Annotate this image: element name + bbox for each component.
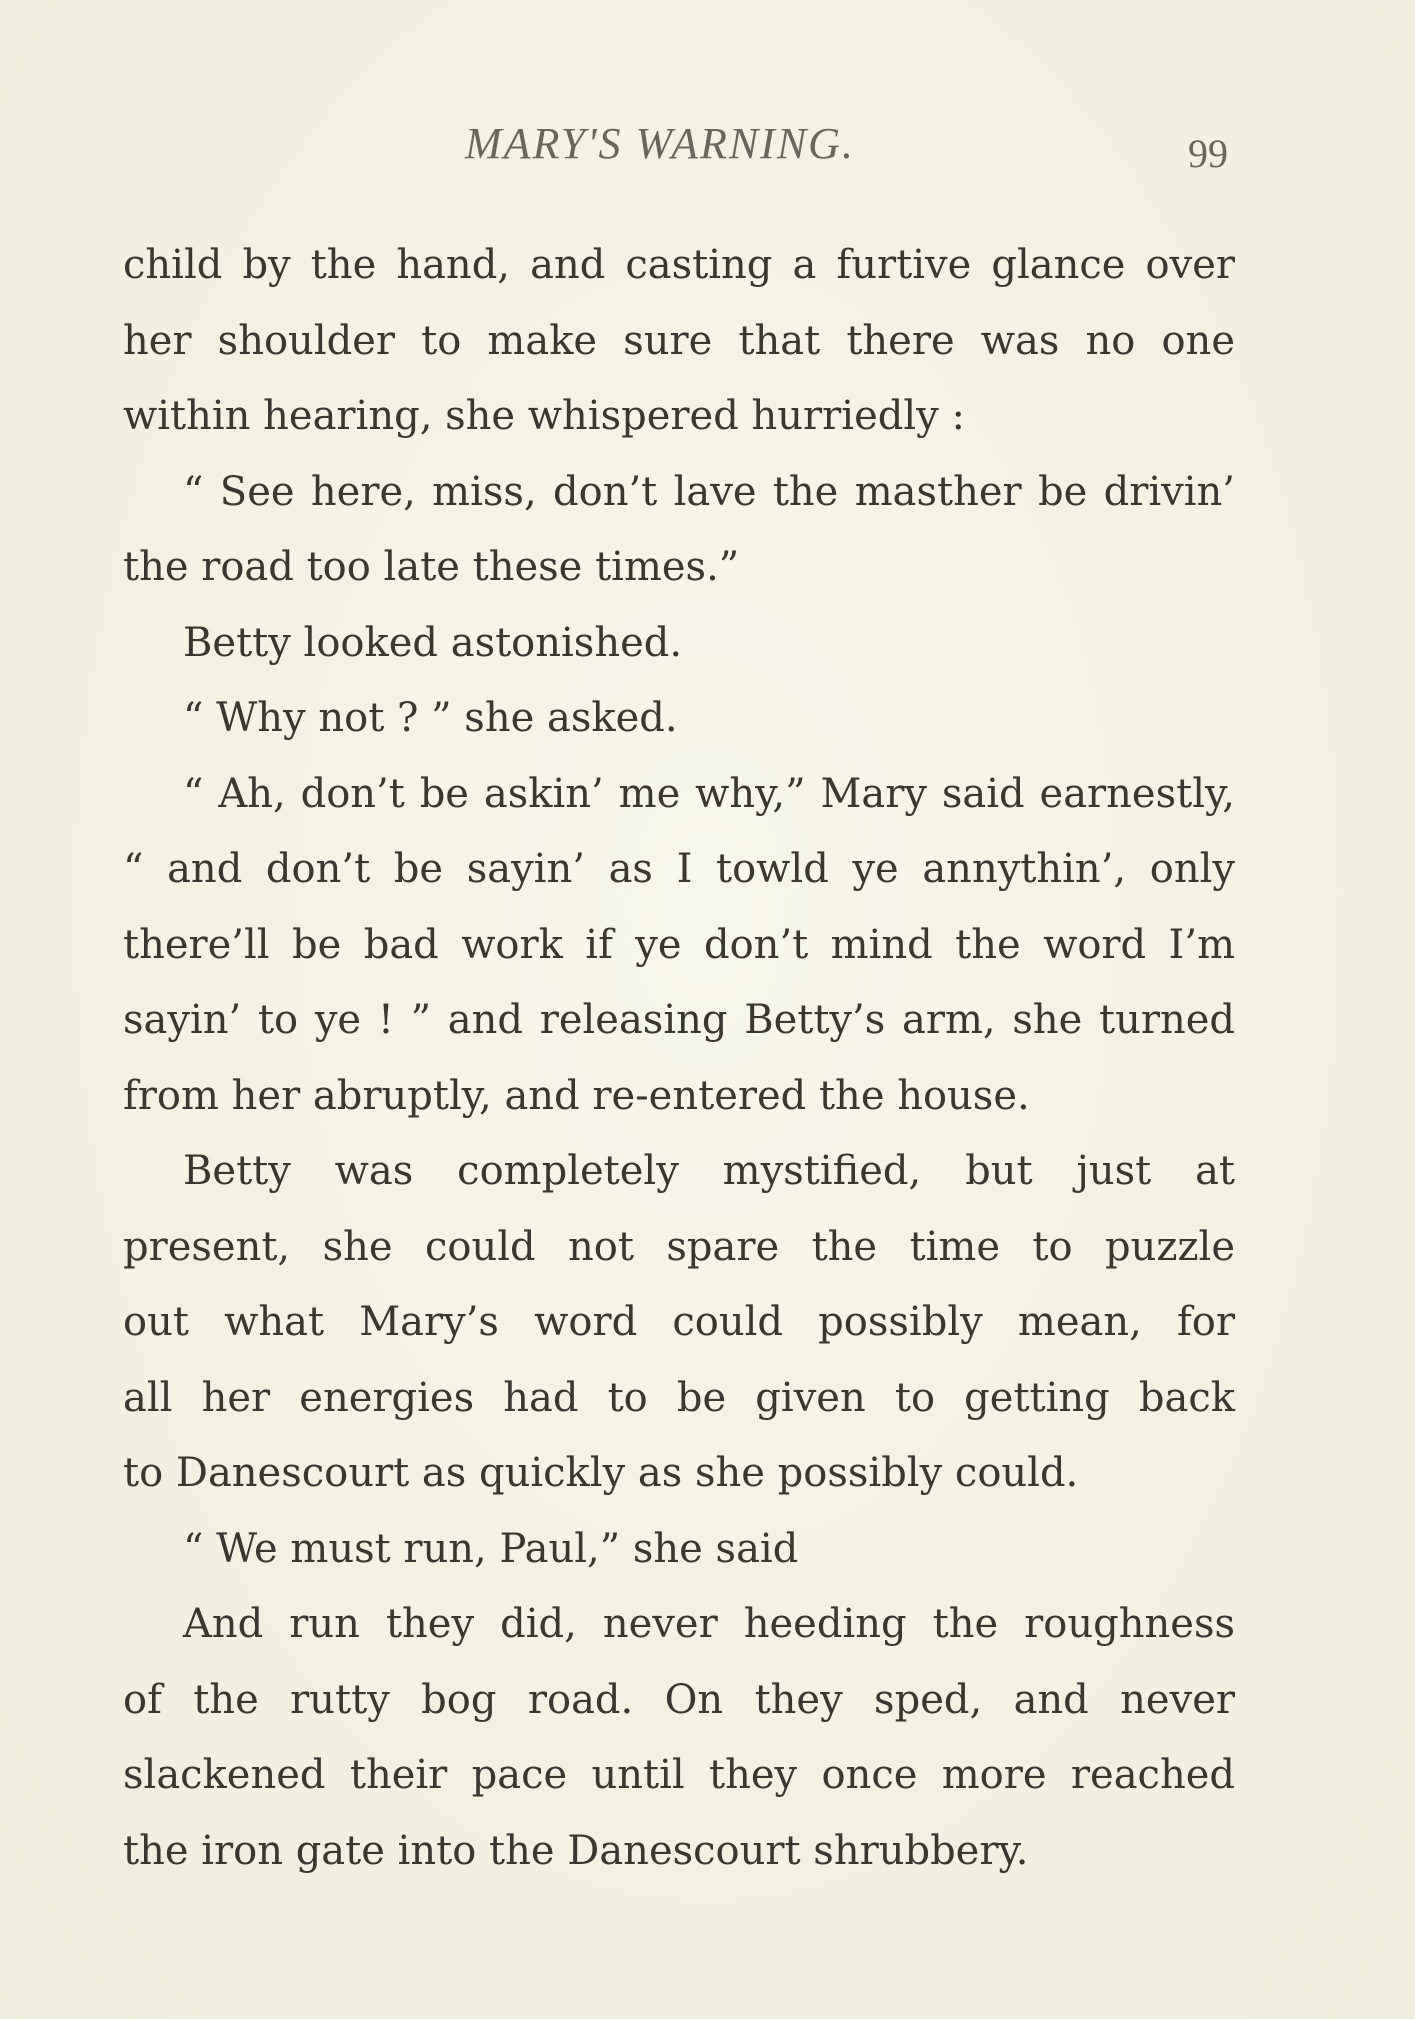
text-line: sayin’ to ye ! ” and releasing Betty’s arm, she turned — [123, 997, 1235, 1043]
running-title: MARY'S WARNING. — [465, 119, 855, 168]
text-line: Betty was completely mystified, but just at — [183, 1148, 1235, 1194]
text-line: And run they did, never heeding the roughness — [183, 1601, 1235, 1647]
text-line: her shoulder to make sure that there was no one — [123, 317, 1235, 364]
text-line: “ and don’t be sayin’ as I towld ye annythin’, only — [123, 846, 1235, 892]
text-line: “ We must run, Paul,” she said — [183, 1525, 799, 1572]
text-line: all her energies had to be given to getting back — [123, 1374, 1235, 1421]
page-header — [0, 118, 1415, 178]
text-line: to Danescourt as quickly as she possibly could. — [123, 1450, 1079, 1496]
text-line: Betty looked astonished. — [183, 619, 683, 666]
text-line: out what Mary’s word could possibly mean, for — [123, 1299, 1235, 1345]
text-line: within hearing, she whispered hurriedly : — [123, 393, 965, 439]
text-line: from her abruptly, and re-entered the house. — [123, 1072, 1030, 1119]
text-line: of the rutty bog road. On they sped, and never — [123, 1676, 1235, 1723]
text-line: child by the hand, and casting a furtive glance over — [123, 242, 1235, 288]
page-number: 99 — [1188, 131, 1228, 176]
text-line: present, she could not spare the time to puzzle — [123, 1223, 1235, 1270]
text-line: “ Ah, don’t be askin’ me why,” Mary said earnestly, — [183, 770, 1235, 817]
text-line: “ Why not ? ” she asked. — [183, 695, 678, 741]
text-line: “ See here, miss, don’t lave the masther be drivin’ — [183, 468, 1235, 515]
text-line: slackened their pace until they once more reached — [123, 1752, 1235, 1798]
text-line: the iron gate into the Danescourt shrubbery. — [123, 1827, 1029, 1874]
text-line: the road too late these times.” — [123, 544, 740, 590]
body-text — [123, 228, 1235, 1889]
text-line: there’ll be bad work if ye don’t mind the word I’m — [123, 921, 1235, 968]
